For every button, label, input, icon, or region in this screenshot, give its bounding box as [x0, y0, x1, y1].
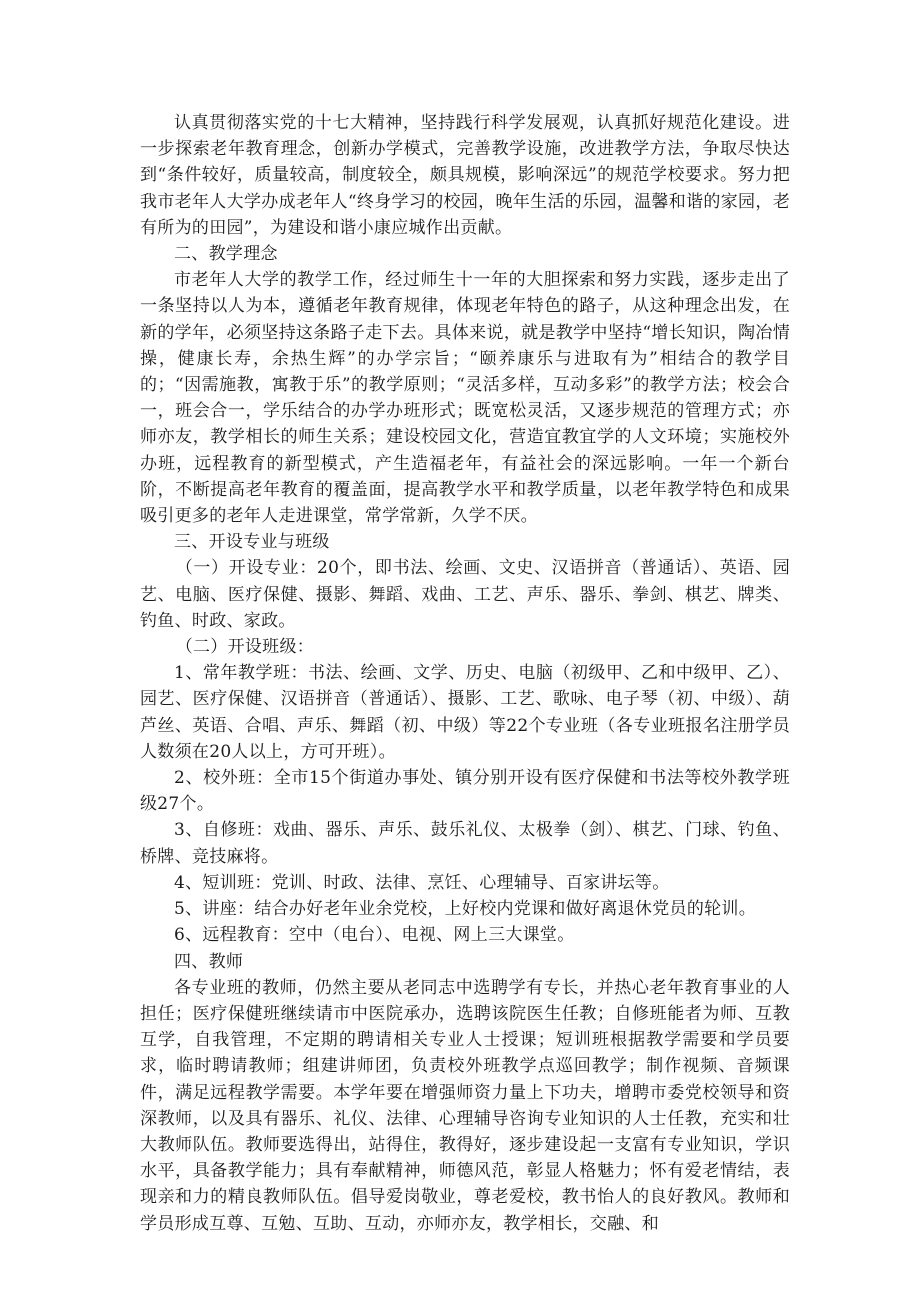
class-item-offsite: 2、校外班：全市15个街道办事处、镇分别开设有医疗保健和书法等校外教学班级27个。: [140, 768, 790, 815]
intro-paragraph: 认真贯彻落实党的十七大精神，坚持践行科学发展观，认真抓好规范化建设。进一步探索老年教育理念，创新办学模式，完善教学设施，改进教学方法，争取尽快达到“条件较好，质量较高，制度较全，颇具规模，影响深远”的规范学校要求。努力把我市老年人大学办成老年人“终身学习的校园，晚年生活的乐园，温馨和谐的家园，老有所为的田园”，为建设和谐小康应城作出贡献。: [140, 113, 790, 238]
class-item-regular: 1、常年教学班：书法、绘画、文学、历史、电脑（初级甲、乙和中级甲、乙）、园艺、医疗保健、汉语拼音（普通话）、摄影、工艺、歌咏、电子琴（初、中级）、葫芦丝、英语、合唱、声乐、舞蹈（初、中级）等22个专业班（各专业班报名注册学员人数须在20人以上，方可开班）。: [140, 663, 790, 762]
document-body: [140, 110, 790, 1237]
class-item-lectures: 5、讲座：结合办好老年业余党校，上好校内党课和做好离退休党员的轮训。: [174, 899, 757, 920]
teachers-paragraph: 各专业班的教师，仍然主要从老同志中选聘学有专长，并热心老年教育事业的人担任；医疗保健班继续请市中医院承办，选聘该院医生任教；自修班能者为师、互教互学，自我管理，不定期的聘请相关专业人士授课；短训班根据教学需要和学员要求，临时聘请教师；组建讲师团，负责校外班教学点巡回教学；制作视频、音频课件，满足远程教学需要。本学年要在增强师资力量上下功夫，增聘市委党校领导和资深教师，以及具有器乐、礼仪、法律、心理辅导咨询专业知识的人士任教，充实和壮大教师队伍。教师要选得出，站得住，教得好，逐步建设起一支富有专业知识，学识水平，具备教学能力；具有奉献精神，师德风范，彰显人格魅力；怀有爱老情结，表现亲和力的精良教师队伍。倡导爱岗敬业，尊老爱校，教书怡人的良好教风。教师和学员形成互尊、互勉、互助、互动，亦师亦友，教学相长，交融、和: [140, 977, 790, 1234]
class-item-remote-education: 6、远程教育：空中（电台）、电视、网上三大课堂。: [174, 925, 575, 946]
classes-subheading: （二）开设班级：: [175, 637, 315, 658]
section-heading-teachers: 四、教师: [174, 951, 244, 972]
class-item-self-study: 3、自修班：戏曲、器乐、声乐、鼓乐礼仪、太极拳（剑）、棋艺、门球、钓鱼、桥牌、竞技麻将。: [140, 820, 790, 867]
section-heading-teaching-philosophy: 二、教学理念: [174, 244, 278, 265]
section-heading-majors-and-classes: 三、开设专业与班级: [174, 532, 330, 553]
teaching-philosophy-paragraph: 市老年人大学的教学工作，经过师生十一年的大胆探索和努力实践，逐步走出了一条坚持以人为本，遵循老年教育规律，体现老年特色的路子，从这种理念出发，在新的学年，必须坚持这条路子走下去。具体来说，就是教学中坚持“增长知识，陶冶情操，健康长寿，余热生辉”的办学宗旨；“颐养康乐与进取有为”相结合的教学目的；“因需施教，寓教于乐”的教学原则；“灵活多样，互动多彩”的教学方法；校会合一，班会合一，学乐结合的办学办班形式；既宽松灵活，又逐步规范的管理方式；亦师亦友，教学相长的师生关系；建设校园文化，营造宜教宜学的人文环境；实施校外办班，远程教育的新型模式，产生造福老年，有益社会的深远影响。一年一个新台阶，不断提高老年教育的覆盖面，提高教学水平和教学质量，以老年教学特色和成果吸引更多的老年人走进课堂，常学常新，久学不厌。: [140, 270, 790, 527]
class-item-short-training: 4、短训班：党训、时政、法律、烹饪、心理辅导、百家讲坛等。: [174, 872, 670, 893]
majors-paragraph: （一）开设专业：20个，即书法、绘画、文史、汉语拼音（普通话）、英语、园艺、电脑、医疗保健、摄影、舞蹈、戏曲、工艺、声乐、器乐、拳剑、棋艺、牌类、钓鱼、时政、家政。: [140, 558, 790, 631]
